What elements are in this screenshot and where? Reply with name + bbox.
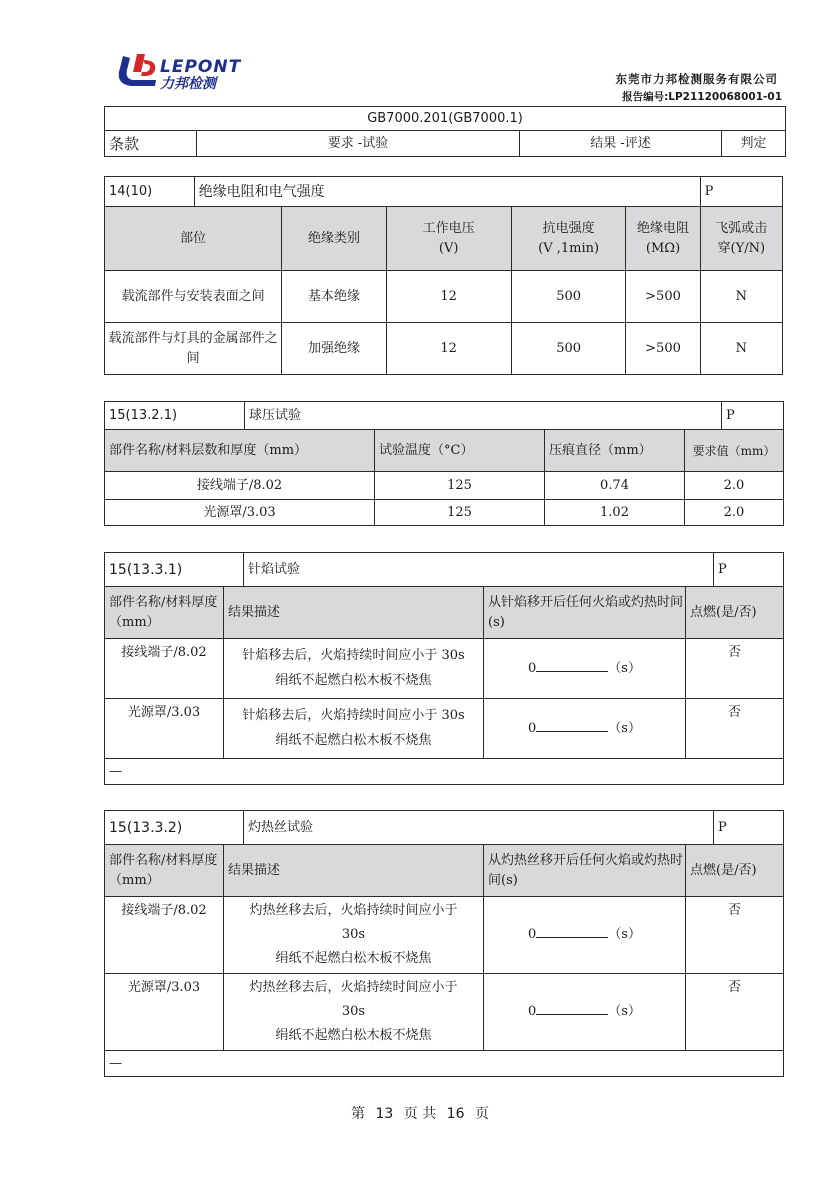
lepont-logo-icon <box>115 52 159 90</box>
header-cell: 工作电压 (V) <box>386 207 511 271</box>
time-unit: （s） <box>608 1004 641 1019</box>
header-cell: 结果描述 <box>224 845 484 897</box>
header-cell: 结果描述 <box>224 587 484 639</box>
header-cell: 点燃(是/否) <box>686 845 784 897</box>
time-unit: （s） <box>608 660 641 676</box>
cell-time <box>484 699 686 759</box>
logo-text-en: LEPONT <box>160 57 242 77</box>
cell-diameter: 0.74 <box>545 472 685 500</box>
description-line: 绢纸不起燃白松木板不烧焦 <box>275 951 432 966</box>
page-mid: 页 共 <box>403 1106 437 1122</box>
cell-part: 接线端子/8.02 <box>105 897 224 974</box>
header-cell: 从灼热丝移开后任何火焰或灼热时间(s) <box>484 845 686 897</box>
page-number: 13 <box>375 1106 394 1122</box>
cell-temperature: 125 <box>375 472 545 500</box>
table-row <box>105 500 784 526</box>
cell-part: 接线端子/8.02 <box>105 472 375 500</box>
header-cell: 要求值（mm） <box>685 430 784 472</box>
cell-part: 载流部件与安装表面之间 <box>105 271 282 323</box>
cell-description <box>224 897 484 974</box>
cell-required: 2.0 <box>685 472 784 500</box>
section-clause: 15(13.3.1) <box>105 553 244 587</box>
section-title: 灼热丝试验 <box>244 811 714 845</box>
section-verdict: P <box>714 553 784 587</box>
description-line: 灼热丝移去后，火焰持续时间应小于 <box>249 903 458 918</box>
section-title: 针焰试验 <box>244 553 714 587</box>
cell-strength: 500 <box>511 323 626 375</box>
description-line: 30s <box>341 1004 366 1019</box>
description-line: 绢纸不起燃白松木板不烧焦 <box>275 1028 432 1043</box>
time-value: 0 <box>528 1004 537 1019</box>
cell-part: 接线端子/8.02 <box>105 639 224 699</box>
cell-voltage: 12 <box>386 323 511 375</box>
cell-insulation: 加强绝缘 <box>282 323 386 375</box>
description-line: 绢纸不起燃白松木板不烧焦 <box>275 733 432 748</box>
cell-diameter: 1.02 <box>545 500 685 526</box>
header-cell: 部件名称/材料层数和厚度（mm） <box>105 430 375 472</box>
cell-required: 2.0 <box>685 500 784 526</box>
table-row <box>105 323 783 375</box>
cell-description <box>224 699 484 759</box>
section-insulation-table <box>104 176 783 375</box>
standard-title: GB7000.201(GB7000.1) <box>105 107 786 131</box>
cell-resistance: >500 <box>626 271 700 323</box>
cell-ignite: 否 <box>686 974 784 1051</box>
cell-time <box>484 974 686 1051</box>
description-line: 针焰移去后，火焰持续时间应小于 30s <box>242 648 465 663</box>
cell-ignite: 否 <box>686 897 784 974</box>
table-row <box>105 974 784 1051</box>
header-cell: 部件名称/材料厚度（mm） <box>105 845 224 897</box>
table-row <box>105 639 784 699</box>
time-value: 0 <box>528 720 537 736</box>
header-cell: 部位 <box>105 207 282 271</box>
section-verdict: P <box>700 177 782 207</box>
page-total: 16 <box>446 1106 465 1122</box>
cell-description <box>224 974 484 1051</box>
cell-part: 光源罩/3.03 <box>105 699 224 759</box>
time-unit: （s） <box>608 720 641 736</box>
header-cell: 飞弧或击 穿(Y/N) <box>700 207 782 271</box>
cell-strength: 500 <box>511 271 626 323</box>
section-note: — <box>105 759 784 785</box>
page-suffix: 页 <box>474 1106 489 1122</box>
col-clause: 条款 <box>105 131 197 157</box>
cell-part: 载流部件与灯具的金属部件之间 <box>105 323 282 375</box>
time-value: 0 <box>528 660 537 676</box>
section-verdict: P <box>722 402 784 430</box>
cell-breakdown: N <box>700 271 782 323</box>
header-cell: 抗电强度 (V ,1min) <box>511 207 626 271</box>
report-number: 报告编号:LP21120068001-01 <box>622 91 782 103</box>
description-line: 30s <box>341 927 366 942</box>
blank-line <box>536 1002 608 1015</box>
header-cell: 点燃(是/否) <box>686 587 784 639</box>
section-clause: 15(13.2.1) <box>105 402 245 430</box>
col-verdict: 判定 <box>722 131 786 157</box>
section-needle-flame-table <box>104 552 784 785</box>
cell-breakdown: N <box>700 323 782 375</box>
standard-table <box>104 106 786 157</box>
description-line: 灼热丝移去后，火焰持续时间应小于 <box>249 980 458 995</box>
cell-description <box>224 639 484 699</box>
section-title: 绝缘电阻和电气强度 <box>194 177 700 207</box>
cell-part: 光源罩/3.03 <box>105 974 224 1051</box>
cell-ignite: 否 <box>686 699 784 759</box>
cell-resistance: >500 <box>626 323 700 375</box>
time-unit: （s） <box>608 927 641 942</box>
header-cell: 试验温度（°C） <box>375 430 545 472</box>
blank-line <box>536 925 608 938</box>
table-row <box>105 897 784 974</box>
time-value: 0 <box>528 927 537 942</box>
col-result: 结果 -评述 <box>520 131 722 157</box>
cell-temperature: 125 <box>375 500 545 526</box>
description-line: 绢纸不起燃白松木板不烧焦 <box>275 673 432 688</box>
cell-voltage: 12 <box>386 271 511 323</box>
cell-ignite: 否 <box>686 639 784 699</box>
table-row <box>105 472 784 500</box>
section-title: 球压试验 <box>245 402 722 430</box>
header-cell: 绝缘类别 <box>282 207 386 271</box>
table-row <box>105 699 784 759</box>
page-footer <box>0 1103 840 1123</box>
company-name: 东莞市力邦检测服务有限公司 <box>615 72 778 86</box>
header-cell: 压痕直径（mm） <box>545 430 685 472</box>
section-verdict: P <box>714 811 784 845</box>
header-cell: 从针焰移开后任何火焰或灼热时间(s) <box>484 587 686 639</box>
cell-time <box>484 897 686 974</box>
header-cell: 绝缘电阻 (MΩ) <box>626 207 700 271</box>
logo-text-cn: 力邦检测 <box>160 76 216 92</box>
table-row <box>105 271 783 323</box>
cell-insulation: 基本绝缘 <box>282 271 386 323</box>
col-requirement: 要求 -试验 <box>197 131 520 157</box>
section-note: — <box>105 1051 784 1077</box>
cell-time <box>484 639 686 699</box>
section-clause: 14(10) <box>105 177 195 207</box>
section-ball-pressure-table <box>104 401 784 526</box>
page-prefix: 第 <box>351 1106 366 1122</box>
header-cell: 部件名称/材料厚度（mm） <box>105 587 224 639</box>
blank-line <box>536 719 608 732</box>
cell-part: 光源罩/3.03 <box>105 500 375 526</box>
description-line: 针焰移去后，火焰持续时间应小于 30s <box>242 708 465 723</box>
section-glow-wire-table <box>104 810 784 1077</box>
section-clause: 15(13.3.2) <box>105 811 244 845</box>
blank-line <box>536 659 608 672</box>
